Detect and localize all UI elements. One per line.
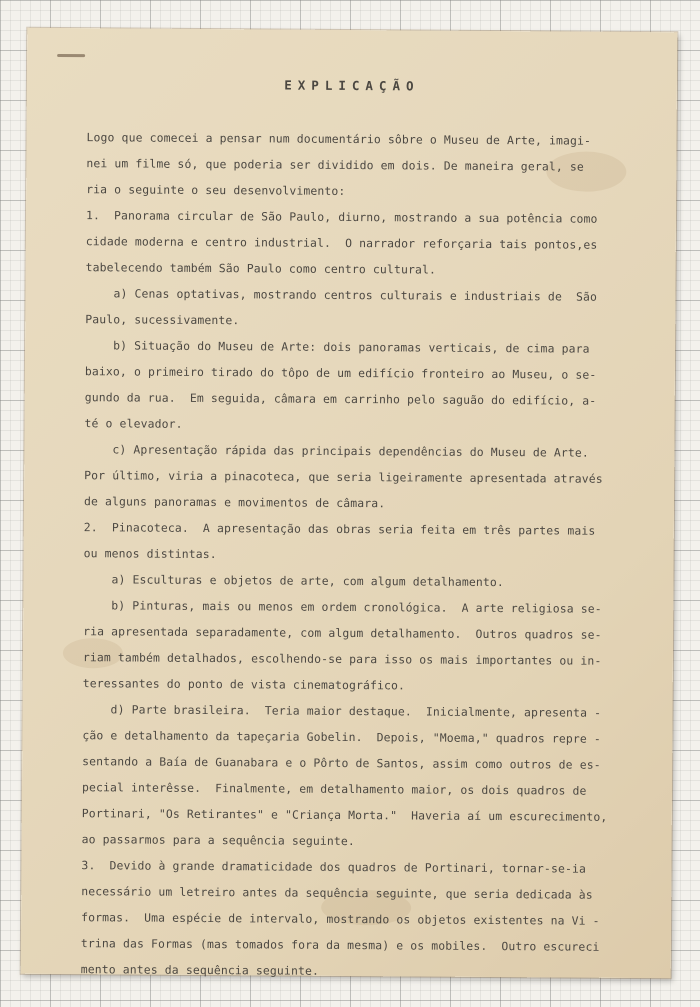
document-line: teressantes do ponto de vista cinematográfico. <box>82 676 406 693</box>
document-line: 3. Devido à grande dramaticidade dos quadros de Portinari, tornar-se-ia <box>81 858 587 876</box>
document-line: necessário um letreiro antes da sequência seguinte, que seria dedicada às <box>81 884 593 902</box>
document-line: nei um filme só, que poderia ser dividido em dois. De maneira geral, se <box>86 156 584 174</box>
document-line: ao passarmos para a sequência seguinte. <box>81 832 356 849</box>
document-line: mento antes da sequência seguinte. <box>80 962 320 978</box>
document-line: trina das Formas (mas tomados fora da mesma) e os mobiles. Outro escureci <box>80 936 600 954</box>
document-line: Portinari, "Os Retirantes" e "Criança Morta." Haveria aí um escurecimento, <box>81 806 608 824</box>
document-line: Paulo, sucessivamente. <box>85 312 240 328</box>
document-line: riam também detalhados, escolhendo-se para isso os mais importantes ou in- <box>82 650 602 668</box>
document-line: ou menos distintas. <box>83 546 217 562</box>
document-line: a) Cenas optativas, mostrando centros culturais e industriais de São <box>85 286 598 304</box>
document-line: Por último, viria a pinacoteca, que seria ligeiramente apresentada através <box>84 468 603 486</box>
document-line: c) Apresentação rápida das principais dependências do Museu de Arte. <box>84 442 589 460</box>
document-line: Logo que comecei a pensar num documentário sôbre o Museu de Arte, imagi- <box>86 130 592 148</box>
document-line: formas. Uma espécie de intervalo, mostrando os objetos existentes na Vi - <box>81 910 600 928</box>
ink-mark <box>57 54 85 57</box>
document-line: 1. Panorama circular de São Paulo, diurno, mostrando a sua potência como <box>85 208 598 226</box>
document-line: baixo, o primeiro tirado do tôpo de um edifício fronteiro ao Museu, o se- <box>84 364 597 382</box>
document-line: sentando a Baía de Guanabara e o Pôrto de Santos, assim como outros de es- <box>82 754 601 772</box>
document-line: tabelecendo também São Paulo como centro cultural. <box>85 260 437 277</box>
document-body <box>81 124 655 986</box>
document-line: a) Esculturas e objetos de arte, com algum detalhamento. <box>83 572 504 590</box>
document-line: ria o seguinte o seu desenvolvimento: <box>86 182 346 198</box>
document-line: gundo da rua. Em seguida, câmara em carrinho pelo saguão do edifício, a- <box>84 390 597 408</box>
document-line: 2. Pinacoteca. A apresentação das obras seria feita em três partes mais <box>83 520 596 538</box>
typewritten-page <box>21 28 678 979</box>
document-line: pecial interêsse. Finalmente, em detalhamento maior, os dois quadros de <box>81 780 587 798</box>
document-line: cidade moderna e centro industrial. O narrador reforçaria tais pontos,es <box>85 234 598 252</box>
document-line: té o elevador. <box>84 416 183 431</box>
document-line: b) Pinturas, mais ou menos em ordem cronológica. A arte religiosa se- <box>83 598 602 616</box>
document-line: de alguns panoramas e movimentos de câmara. <box>83 494 386 511</box>
document-title: EXPLICAÇÃO <box>284 77 420 94</box>
document-line: ção e detalhamento da tapeçaria Gobelin. Depois, "Moema," quadros repre - <box>82 728 601 746</box>
document-line: ria apresentada separadamente, com algum detalhamento. Outros quadros se- <box>83 624 602 642</box>
document-line: d) Parte brasileira. Teria maior destaque. Inicialmente, apresenta - <box>82 702 602 720</box>
document-line: b) Situação do Museu de Arte: dois panoramas verticais, de cima para <box>85 338 590 356</box>
